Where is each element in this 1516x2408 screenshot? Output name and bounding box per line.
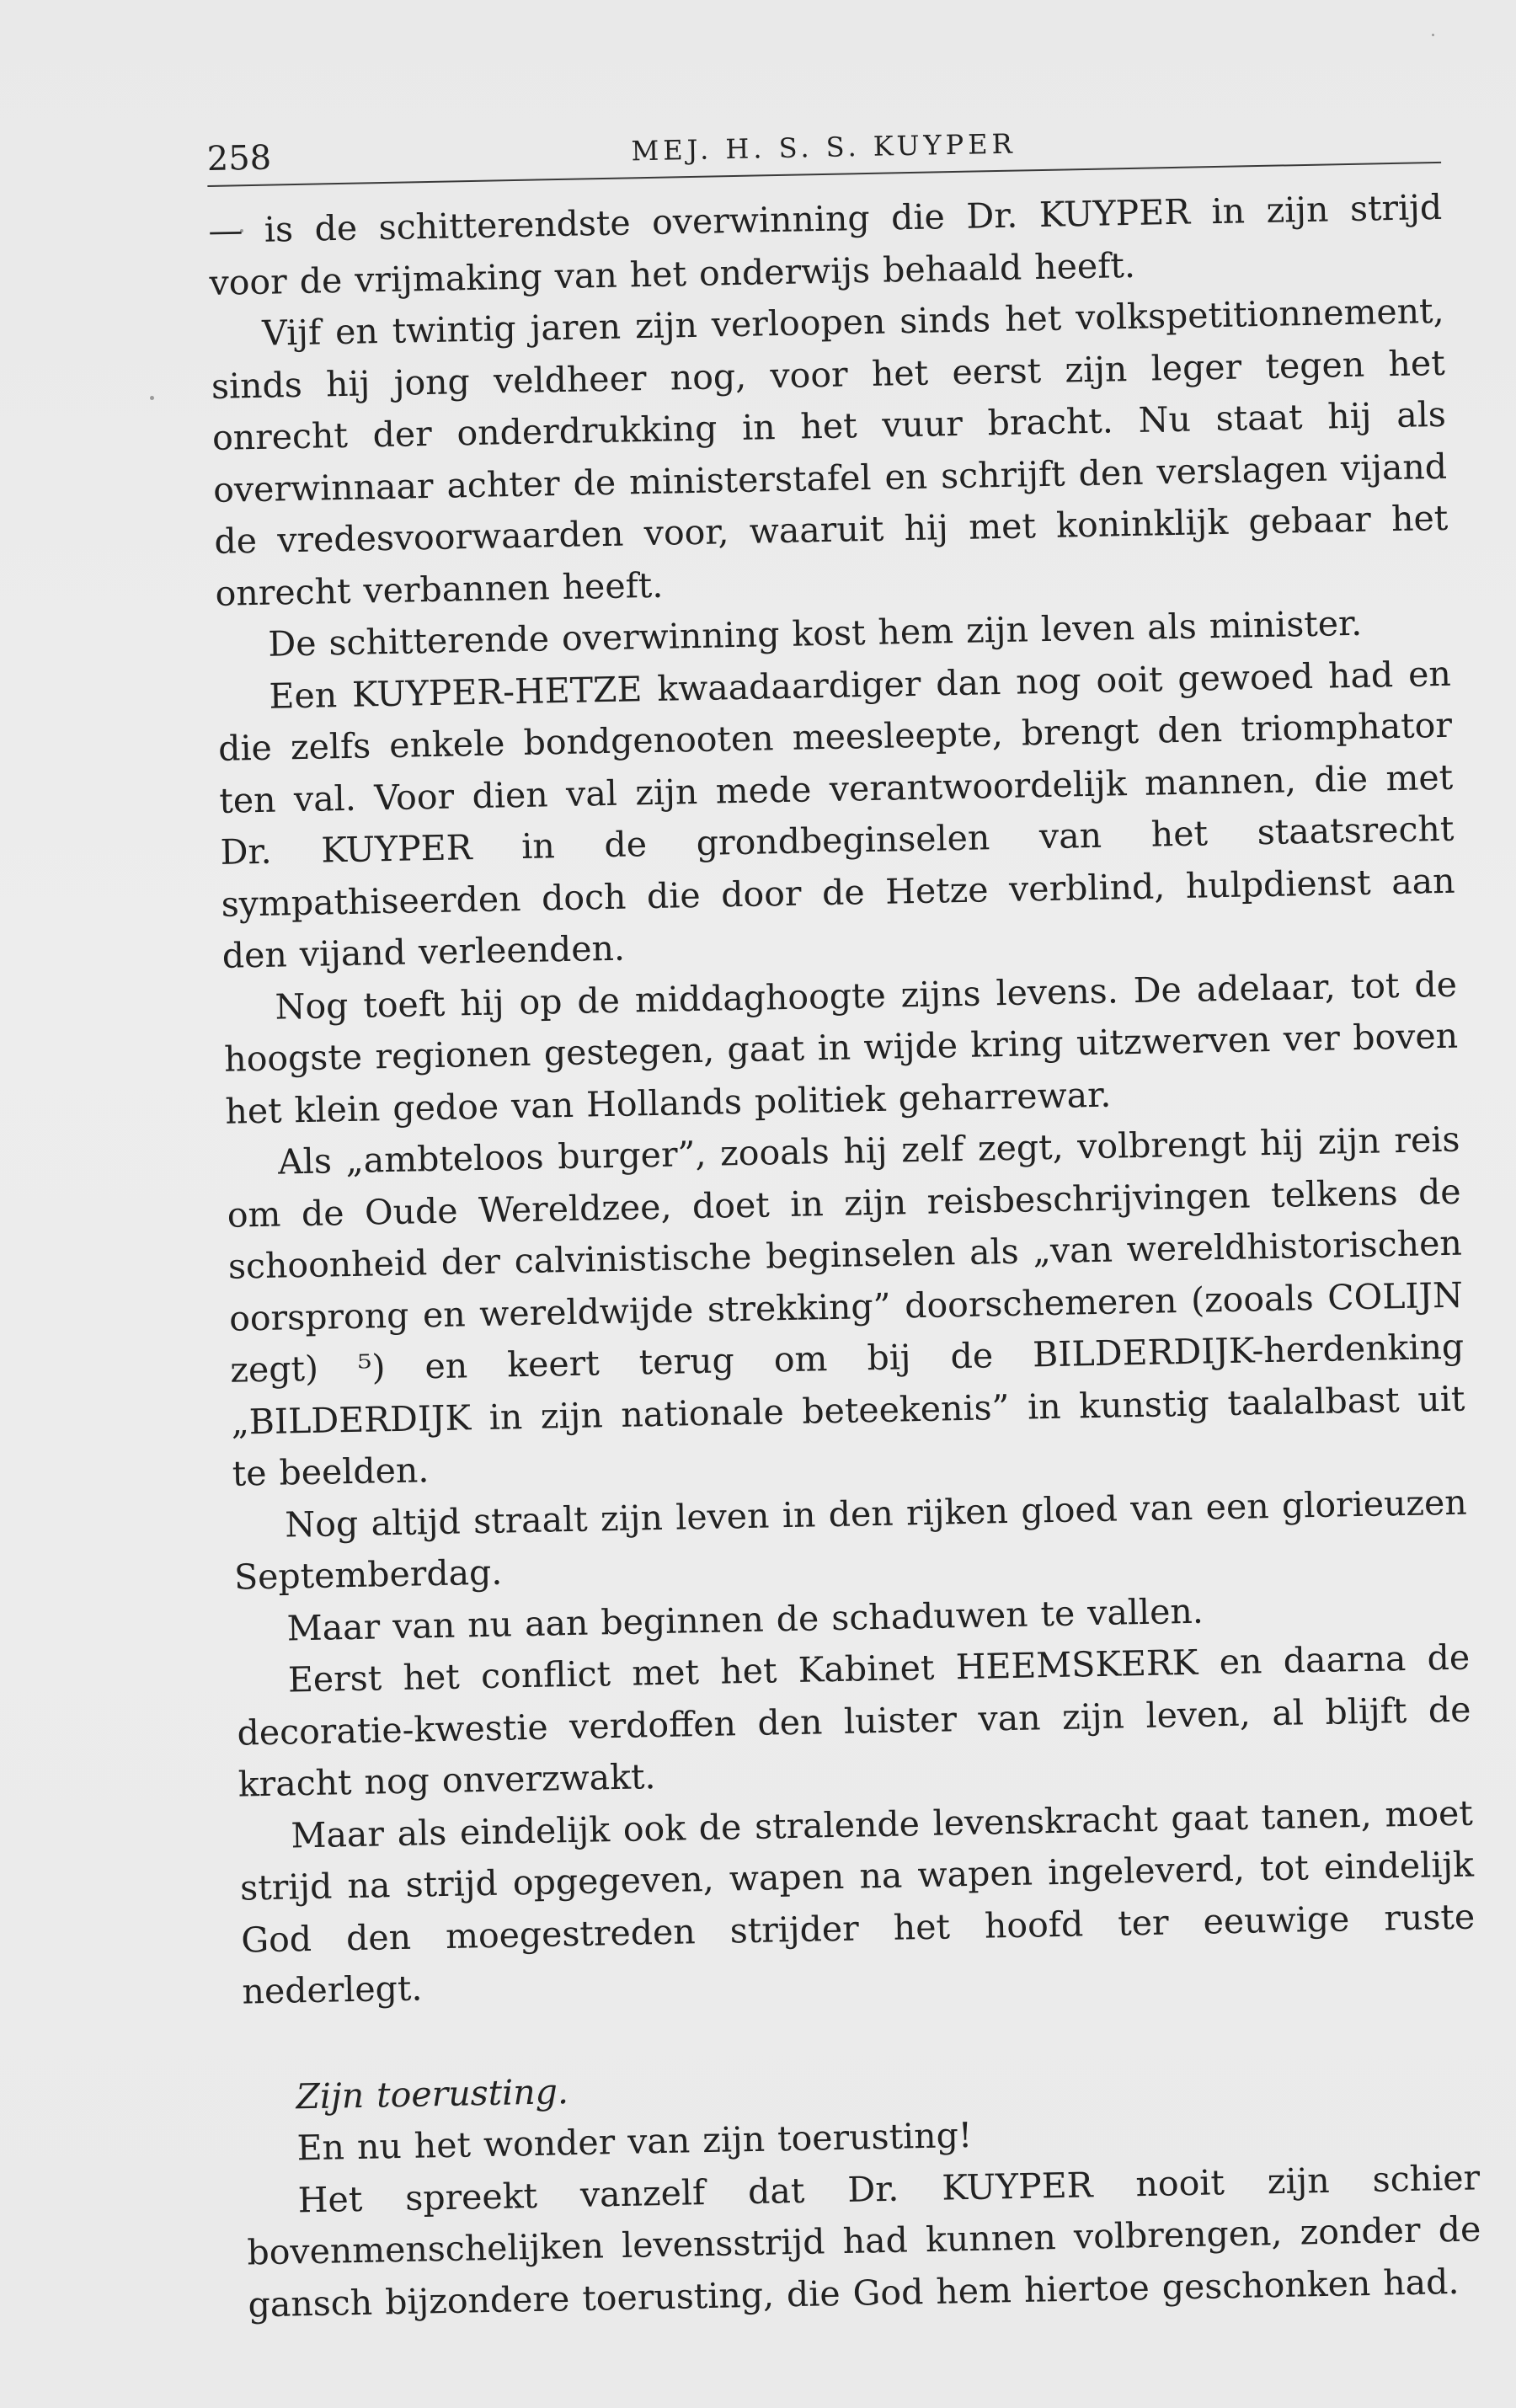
section-heading: Zijn toerusting. (295, 2070, 569, 2117)
paragraph: Eerst het conflict met het Kabinet HEEMSKERK en daarna de decoratie-kwestie verdoffen den luister van zijn leven, al blijft de kracht nog onverzwakt. (237, 1636, 1471, 1805)
paragraph: Maar van nu aan beginnen de schaduwen te vallen. (286, 1590, 1204, 1648)
paragraph: De schitterende overwinning kost hem zijn leven als minister. (267, 602, 1363, 665)
page-number: 258 (206, 138, 272, 179)
paragraph: — is de schitterendste overwinning die Dr. KUYPER in zijn strijd voor de vrijmaking van het onderwijs behaald heeft. (207, 186, 1443, 303)
body-text (208, 182, 1482, 2331)
running-title: MEJ. H. S. S. KUYPER (631, 127, 1017, 168)
paragraph: Nog toeft hij op de middaghoogte zijns levens. De adelaar, tot de hoogste regionen gestegen, gaat in wijde kring uitzwerven ver boven het klein gedoe van Hollands politiek geharrewar. (223, 964, 1459, 1132)
paragraph: Een KUYPER-HETZE kwaadaardiger dan nog ooit gewoed had en die zelfs enkele bondgenooten meesleepte, brengt den triomphator ten val. Voor dien val zijn mede verantwoordelijk mannen, die met Dr. KUYPER in de grondbeginselen van het staatsrecht sympathiseerden doch die door de Hetze verblind, hulpdienst aan den vijand verleenden. (217, 653, 1455, 976)
text-block (206, 103, 1482, 2331)
paragraph: Het spreekt vanzelf dat Dr. KUYPER nooit zijn schier bovenmenschelijken levensstrijd had kunnen volbrengen, zonder de gansch bijzondere toerusting, die God hem hiertoe geschonken had. (247, 2156, 1481, 2325)
paragraph: En nu het wonder van zijn toerusting! (296, 2114, 973, 2169)
paragraph: Vijf en twintig jaren zijn verloopen sinds het volkspetitionnement, sinds hij jong veldheer nog, voor het eerst zijn leger tegen het onrecht der onderdrukking in het vuur bracht. Nu staat hij als overwinnaar achter de ministerstafel en schrijft den verslagen vijand de vredesvoorwaarden voor, waaruit hij met koninklijk gebaar het onrecht verbannen heeft. (211, 290, 1449, 614)
paragraph: Als „ambteloos burger”, zooals hij zelf zegt, volbrengt hij zijn reis om de Oude Wereldzee, doet in zijn reisbeschrijvingen telkens de schoonheid der calvinistische beginselen als „van wereldhistorischen oorsprong en wereldwijde strekking” doorschemeren (zooals COLIJN zegt) ⁵) en keert terug om bij de BILDERDIJK-herdenking „BILDERDIJK in zijn nationale beteekenis” in kunstig taalalbast uit te beelden. (227, 1119, 1465, 1494)
paragraph: Nog altijd straalt zijn leven in den rijken gloed van een glorieuzen Septemberdag. (233, 1482, 1468, 1598)
paragraph: Maar als eindelijk ook de stralende levenskracht gaat tanen, moet strijd na strijd opgegeven, wapen na wapen ingeleverd, tot eindelijk God den moegestreden strijder het hoofd ter eeuwige ruste nederlegt. (239, 1792, 1476, 2012)
dust-speck (1432, 34, 1434, 36)
running-header (206, 103, 1441, 187)
dust-speck (150, 396, 154, 400)
